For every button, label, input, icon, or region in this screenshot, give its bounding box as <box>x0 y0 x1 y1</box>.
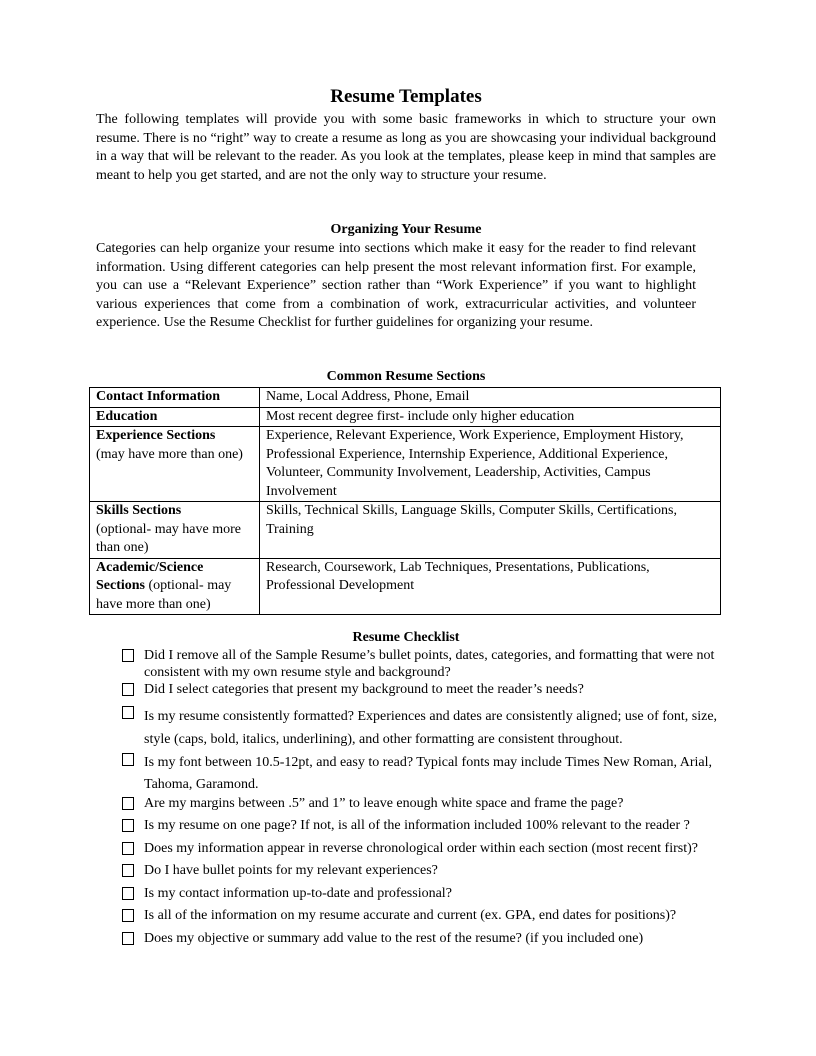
checklist-item-text: Is my resume on one page? If not, is all of the information included 100% relevant to the reader ? <box>144 818 690 833</box>
section-note: (optional- may have more than one) <box>96 578 232 612</box>
checklist-item-text: Is my font between 10.5-12pt, and easy to read? Typical fonts may include Times New Roman, Arial, Tahoma, Garamond. <box>144 754 712 792</box>
section-name: Contact Information <box>96 389 221 404</box>
checklist-item-text: Did I remove all of the Sample Resume’s bullet points, dates, categories, and formatting that were not consistent with my own resume style and background? <box>144 648 715 680</box>
organizing-heading: Organizing Your Resume <box>330 222 482 237</box>
organizing-paragraph: Categories can help organize your resume into sections which make it easy for the reader to find relevant information. Using different categories can help present the most relevant information first. For example, you can use a “Relevant Experience” section rather than “Work Experience” if you want to highlight various experiences that come from a combination of work, extracurricular activities, and volunteer experience. Use the Resume Checklist for further guidelines for organizing your resume. <box>96 241 696 330</box>
checkbox-icon[interactable] <box>122 842 134 855</box>
checklist-item-text: Do I have bullet points for my relevant experiences? <box>144 863 438 878</box>
checklist-item-text: Is my contact information up-to-date and professional? <box>144 885 452 901</box>
page-title: Resume Templates <box>330 86 482 107</box>
checklist-item-text: Did I select categories that present my background to meet the reader’s needs? <box>144 682 584 697</box>
checkbox-icon[interactable] <box>122 887 134 900</box>
checkbox-icon[interactable] <box>122 753 134 766</box>
section-name: Experience Sections <box>96 428 216 443</box>
checklist-item <box>122 863 732 880</box>
section-category-cell <box>90 427 260 502</box>
checklist-item <box>122 818 732 835</box>
checklist-item <box>122 682 732 699</box>
common-sections-table <box>89 387 721 615</box>
checklist-item <box>122 886 732 903</box>
section-category-cell <box>90 558 260 615</box>
checklist-item-text: Does my objective or summary add value to the rest of the resume? (if you included one) <box>144 930 644 946</box>
section-note: (optional- may have more than one) <box>96 521 242 555</box>
checkbox-icon[interactable] <box>122 797 134 810</box>
checkbox-icon[interactable] <box>122 649 134 662</box>
checklist-item <box>122 648 732 681</box>
section-note: (may have more than one) <box>96 446 243 462</box>
checklist-item-text: Is all of the information on my resume accurate and current (ex. GPA, end dates for positions)? <box>144 908 677 923</box>
checklist-item-text: Does my information appear in reverse chronological order within each section (most recent first)? <box>144 840 698 856</box>
checklist-item <box>122 705 732 751</box>
resume-checklist <box>122 648 732 947</box>
table-row <box>90 427 721 502</box>
table-row <box>90 388 721 408</box>
section-name: Academic/Science Sections <box>96 559 204 593</box>
checklist-item <box>122 752 732 796</box>
checklist-item <box>122 796 732 813</box>
table-row <box>90 558 721 615</box>
table-row <box>90 407 721 427</box>
section-name: Skills Sections <box>96 503 182 518</box>
common-sections-heading: Common Resume Sections <box>326 369 486 384</box>
checkbox-icon[interactable] <box>122 909 134 922</box>
checkbox-icon[interactable] <box>122 819 134 832</box>
checkbox-icon[interactable] <box>122 864 134 877</box>
section-content-cell: Skills, Technical Skills, Language Skills, Computer Skills, Certifications, Training <box>260 502 721 559</box>
checklist-item <box>122 908 732 925</box>
section-content-cell: Research, Coursework, Lab Techniques, Presentations, Publications, Professional Development <box>260 558 721 615</box>
checklist-item-text: Are my margins between .5” and 1” to leave enough white space and frame the page? <box>144 795 624 811</box>
checklist-item <box>122 841 732 858</box>
checklist-item <box>122 931 732 948</box>
checklist-heading: Resume Checklist <box>352 630 460 645</box>
table-row <box>90 502 721 559</box>
section-content-cell: Most recent degree first- include only higher education <box>260 407 721 427</box>
section-content-cell: Name, Local Address, Phone, Email <box>260 388 721 408</box>
checkbox-icon[interactable] <box>122 683 134 696</box>
intro-paragraph: The following templates will provide you with some basic frameworks in which to structure your own resume. There is no “right” way to create a resume as long as you are showcasing your individual background in a way that will be relevant to the reader. As you look at the templates, please keep in mind that samples are meant to help you get started, and are not the only way to structure your resume. <box>96 112 716 183</box>
checkbox-icon[interactable] <box>122 932 134 945</box>
section-name: Education <box>96 408 158 424</box>
section-category-cell <box>90 407 260 427</box>
section-category-cell <box>90 502 260 559</box>
checkbox-icon[interactable] <box>122 706 134 719</box>
checklist-item-text: Is my resume consistently formatted? Experiences and dates are consistently aligned; use of font, size, style (caps, bold, italics, underlining), and other formatting are consistent throughout. <box>144 708 718 747</box>
section-category-cell <box>90 388 260 408</box>
section-content-cell: Experience, Relevant Experience, Work Experience, Employment History, Professional Experience, Internship Experience, Additional Experience, Volunteer, Community Involvement, Leadership, Activities, Campus Involvement <box>260 427 721 502</box>
